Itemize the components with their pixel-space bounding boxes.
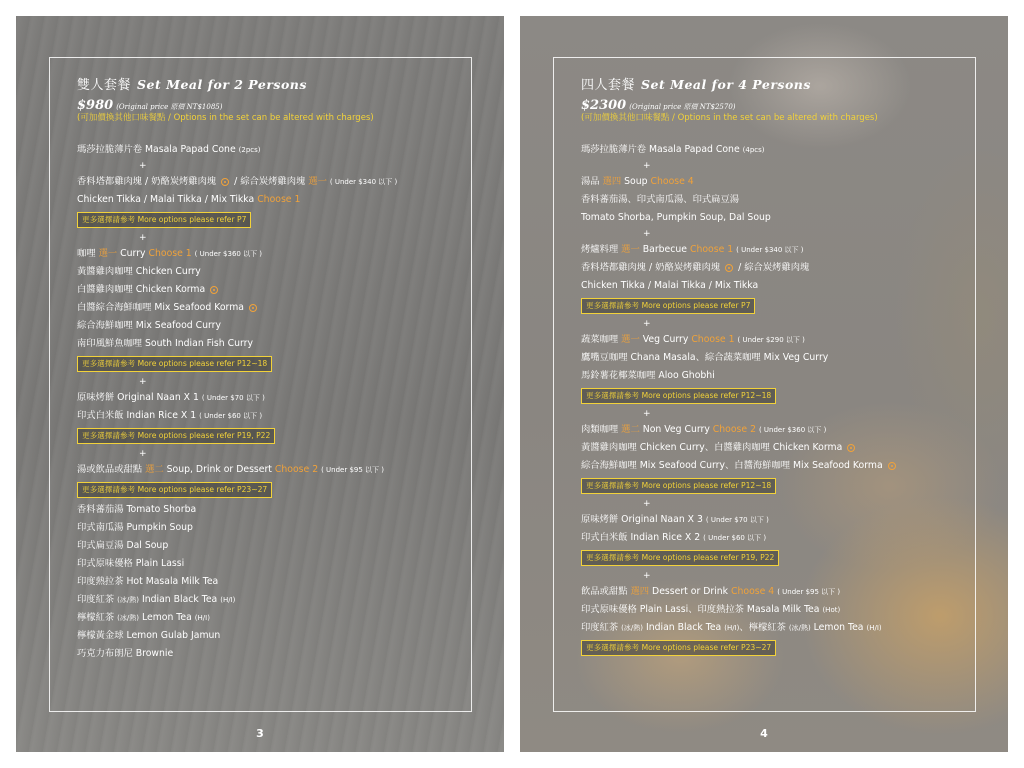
extra-item: 印式原味優格 Plain Lassi (77, 558, 185, 569)
title-zh: 雙人套餐 (77, 78, 132, 93)
bbq-under: ( Under $340 以下 ) (736, 246, 804, 254)
ref-p19-wrap (581, 547, 961, 569)
meat-item-text: 綜合海鮮咖哩 Mix Seafood Curry、白醬海鮮咖哩 Mix Seafood Korma (581, 460, 883, 471)
drink-item-text: 印式原味優格 Plain Lassi、印度熱拉茶 Masala Milk Tea (581, 604, 820, 615)
section-title (581, 74, 961, 94)
tikka-choose-zh: 選一 (308, 176, 327, 187)
recommend-icon (221, 178, 229, 186)
naan-item (77, 389, 457, 407)
meat-heading (581, 421, 961, 439)
tikka-en: Chicken Tikka / Malai Tikka / Mix Tikka (77, 194, 255, 205)
dessert-choose-en: Choose 4 (731, 586, 775, 597)
meat-choose-en: Choose 2 (712, 424, 756, 435)
drink-en: Indian Black Tea (645, 622, 722, 633)
curry-item: 黃醬雞肉咖哩 Chicken Curry (77, 266, 201, 277)
meat-item (581, 439, 961, 457)
dessert-heading (581, 583, 961, 601)
soup-under: ( Under $95 以下 ) (321, 466, 385, 474)
drink-zh: 印度紅茶 (581, 622, 619, 633)
soup-zh: 湯或飲品或甜點 (77, 464, 143, 475)
veg-item: 鷹嘴豆咖哩 Chana Masala、綜合蔬菜咖哩 Mix Veg Curry (581, 352, 829, 363)
drink-temp-zh: (冰/熱) (788, 624, 811, 632)
veg-under: ( Under $290 以下 ) (737, 336, 805, 344)
more-options-p23-27[interactable]: 更多選擇請參考 More options please refer P23~27 (581, 640, 776, 656)
curry-under: ( Under $360 以下 ) (194, 250, 263, 258)
soup-choose-zh: 選二 (145, 464, 164, 475)
meat-item (581, 457, 961, 475)
drink-en: Lemon Tea (813, 622, 864, 633)
curry-item-text: 白醬綜合海鮮咖哩 Mix Seafood Korma (77, 302, 244, 313)
alteration-note: (可加價換其他口味餐點 / Options in the set can be altered with charges) (77, 113, 374, 123)
more-options-p7[interactable]: 更多選擇請參考 More options please refer P7 (581, 298, 755, 314)
extra-item: 巧克力布朗尼 Brownie (77, 648, 174, 659)
soup-heading (77, 461, 457, 479)
papad-qty: (2pcs) (238, 146, 261, 154)
extra-zh: 印度紅茶 (77, 594, 115, 605)
price-line (581, 94, 961, 111)
naan-under: ( Under $70 以下 ) (201, 394, 265, 402)
soup-choose-zh: 選四 (602, 176, 622, 187)
naan-item (581, 511, 961, 529)
bbq-zh-a: 香料塔都雞肉塊 / 奶酪炭烤雞肉塊 (581, 262, 721, 273)
papad-item (77, 141, 457, 159)
rice-item (77, 407, 457, 425)
curry-item (77, 281, 457, 299)
recommend-icon (847, 444, 855, 452)
meat-choose-zh: 選二 (621, 424, 640, 435)
drink-temp-en: (H/I) (866, 624, 882, 632)
extra-en: Lemon Tea (141, 612, 192, 623)
veg-choose-zh: 選一 (621, 334, 640, 345)
more-options-p19-p22[interactable]: 更多選擇請參考 More options please refer P19, P22 (581, 550, 779, 566)
soup-zh: 湯品 (581, 176, 600, 187)
naan-name: 原味烤餅 Original Naan X 1 (77, 392, 199, 403)
meat-item-text: 黃醬雞肉咖哩 Chicken Curry、白醬雞肉咖哩 Chicken Korma (581, 442, 843, 453)
ref-p19-wrap (77, 425, 457, 447)
soup-choose-en: Choose 4 (650, 176, 694, 187)
soup-en: Soup (624, 176, 648, 187)
recommend-icon (725, 264, 733, 272)
rice-name: 印式白米飯 Indian Rice X 2 (581, 532, 701, 543)
plus-icon: + (139, 377, 147, 387)
recommend-icon (210, 286, 218, 294)
extra-temp-en: (H/I) (194, 614, 210, 622)
soup-zh-list: 香料蕃茄湯、印式南瓜湯、印式扁豆湯 (581, 194, 740, 205)
curry-heading (77, 245, 457, 263)
plus-icon: + (139, 449, 147, 459)
bbq-en: Barbecue (642, 244, 687, 255)
plus-icon: + (643, 319, 651, 329)
section-title (77, 74, 457, 94)
extra-item (77, 591, 457, 609)
tikka-choose-en: Choose 1 (257, 194, 301, 205)
extra-item (77, 609, 457, 627)
more-options-p7[interactable]: 更多選擇請參考 More options please refer P7 (77, 212, 251, 228)
extra-temp-zh: (冰/熱) (117, 596, 139, 604)
papad-qty: (4pcs) (742, 146, 765, 154)
tikka-zh-b: / 綜合炭烤雞肉塊 (234, 176, 306, 187)
soup-heading (581, 173, 961, 191)
more-options-p12-18[interactable]: 更多選擇請參考 More options please refer P12~18 (581, 478, 776, 494)
veg-zh: 蔬菜咖哩 (581, 334, 619, 345)
extra-item: 檸檬黃金球 Lemon Gulab Jamun (77, 630, 221, 641)
original-price: (Original price 原價 NT$2570) (629, 103, 736, 111)
veg-heading (581, 331, 961, 349)
plus-icon: + (643, 161, 651, 171)
drink-temp-zh: (冰/熱) (621, 624, 643, 632)
original-price: (Original price 原價 NT$1085) (116, 103, 223, 111)
ref-p7-wrap (581, 295, 961, 317)
rice-item (581, 529, 961, 547)
ref-p7-wrap (77, 209, 457, 231)
curry-item (77, 299, 457, 317)
menu-page-4 (520, 16, 1008, 752)
veg-en: Veg Curry (642, 334, 689, 345)
curry-item-text: 白醬雞肉咖哩 Chicken Korma (77, 284, 206, 295)
page-number: 4 (760, 727, 768, 740)
soup-choose-en: Choose 2 (274, 464, 319, 475)
curry-choose-zh: 選一 (98, 248, 118, 259)
ref-p12-wrap (581, 475, 961, 497)
bbq-heading (581, 241, 961, 259)
meat-under: ( Under $360 以下 ) (758, 426, 827, 434)
extra-temp-en: (H/I) (220, 596, 236, 604)
extra-item: 香料蕃茄湯 Tomato Shorba (77, 504, 197, 515)
curry-zh: 咖哩 (77, 248, 96, 259)
plus-icon: + (643, 409, 651, 419)
papad-name: 瑪莎拉脆薄片卷 Masala Papad Cone (77, 144, 236, 155)
veg-item: 馬鈴薯花椰菜咖哩 Aloo Ghobhi (581, 370, 715, 381)
set-meal-2-section (77, 74, 457, 663)
drink-item (581, 619, 961, 637)
veg-choose-en: Choose 1 (691, 334, 735, 345)
rice-under: ( Under $60 以下 ) (199, 412, 263, 420)
title-zh: 四人套餐 (581, 78, 636, 93)
curry-choose-en: Choose 1 (148, 248, 192, 259)
rice-under: ( Under $60 以下 ) (703, 534, 767, 542)
plus-icon: + (643, 229, 651, 239)
alteration-note: (可加價換其他口味餐點 / Options in the set can be altered with charges) (581, 113, 878, 123)
set-price: $2300 (581, 98, 627, 113)
tikka-heading (77, 173, 457, 191)
tikka-under: ( Under $340 以下 ) (329, 178, 398, 186)
rice-name: 印式白米飯 Indian Rice X 1 (77, 410, 197, 421)
extra-temp-zh: (冰/熱) (117, 614, 139, 622)
bbq-choose-en: Choose 1 (689, 244, 734, 255)
curry-en: Curry (120, 248, 146, 259)
title-en: Set Meal for 2 Persons (137, 77, 307, 92)
papad-item (581, 141, 961, 159)
title-en: Set Meal for 4 Persons (641, 77, 811, 92)
plus-icon: + (643, 499, 651, 509)
ref-p23-wrap (581, 637, 961, 659)
bbq-en-line: Chicken Tikka / Malai Tikka / Mix Tikka (581, 280, 759, 291)
more-options-p19-p22[interactable]: 更多選擇請參考 More options please refer P19, P22 (77, 428, 275, 444)
extra-en: Indian Black Tea (141, 594, 218, 605)
price-line (77, 94, 457, 111)
curry-item: 綜合海鮮咖哩 Mix Seafood Curry (77, 320, 221, 331)
plus-icon: + (139, 233, 147, 243)
plus-icon: + (139, 161, 147, 171)
meat-en: Non Veg Curry (642, 424, 710, 435)
menu-page-3 (16, 16, 504, 752)
papad-name: 瑪莎拉脆薄片卷 Masala Papad Cone (581, 144, 740, 155)
page-number: 3 (256, 727, 264, 740)
bbq-zh-b: / 綜合炭烤雞肉塊 (738, 262, 810, 273)
soup-en: Soup, Drink or Dessert (166, 464, 272, 475)
recommend-icon (888, 462, 896, 470)
meat-zh: 肉類咖哩 (581, 424, 619, 435)
extra-item: 印式扁豆湯 Dal Soup (77, 540, 169, 551)
extra-item: 印式南瓜湯 Pumpkin Soup (77, 522, 193, 533)
extra-item: 印度熱拉茶 Hot Masala Milk Tea (77, 576, 219, 587)
extra-zh: 檸檬紅茶 (77, 612, 115, 623)
dessert-choose-zh: 選四 (630, 586, 650, 597)
set-meal-4-section (581, 74, 961, 659)
soup-en-list: Tomato Shorba, Pumpkin Soup, Dal Soup (581, 212, 771, 223)
ref-p12-wrap (77, 353, 457, 375)
tikka-zh-a: 香料塔都雞肉塊 / 奶酪炭烤雞肉塊 (77, 176, 217, 187)
more-options-p12-18[interactable]: 更多選擇請參考 More options please refer P12~18 (77, 356, 272, 372)
set-price: $980 (77, 98, 114, 113)
tikka-en-line (77, 191, 457, 209)
more-options-p23-27[interactable]: 更多選擇請參考 More options please refer P23~27 (77, 482, 272, 498)
bbq-zh-line (581, 259, 961, 277)
dessert-under: ( Under $95 以下 ) (777, 588, 841, 596)
dessert-zh: 飲品或甜點 (581, 586, 628, 597)
bbq-zh: 烤爐料理 (581, 244, 619, 255)
drink-zh: 、檸檬紅茶 (739, 622, 786, 633)
drink-temp: (Hot) (822, 606, 841, 614)
dessert-en: Dessert or Drink (652, 586, 729, 597)
plus-icon: + (643, 571, 651, 581)
naan-under: ( Under $70 以下 ) (705, 516, 769, 524)
more-options-p12-18[interactable]: 更多選擇請參考 More options please refer P12~18 (581, 388, 776, 404)
curry-item: 南印風鮮魚咖哩 South Indian Fish Curry (77, 338, 253, 349)
recommend-icon (249, 304, 257, 312)
drink-temp-en: (H/I) (724, 624, 740, 632)
ref-p23-wrap (77, 479, 457, 501)
bbq-choose-zh: 選一 (621, 244, 640, 255)
drink-item (581, 601, 961, 619)
ref-p12-wrap (581, 385, 961, 407)
naan-name: 原味烤餅 Original Naan X 3 (581, 514, 703, 525)
